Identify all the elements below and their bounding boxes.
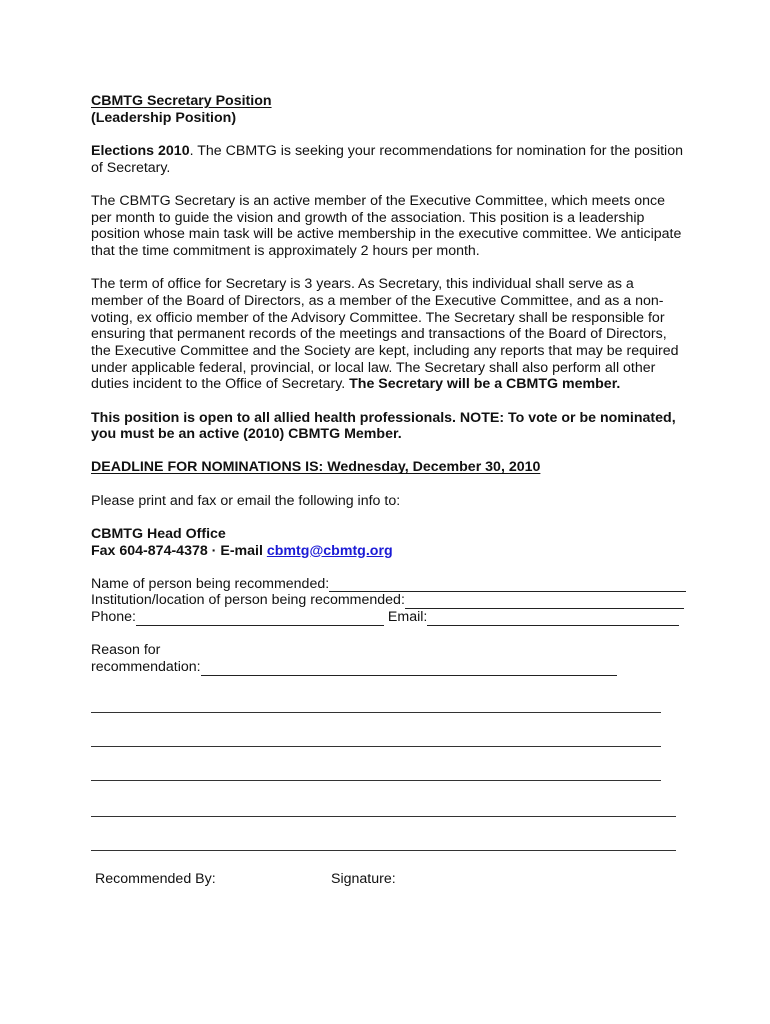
term-text: The term of office for Secretary is 3 years. As Secretary, this individual shall serve as a member of the Board of Directors, as a member of the Executive Committee, and as a non-voting, ex officio member of the Advisory Committee. The Secretary shall be responsible for ensuring that permanent records of the meetings and transactions of the Board of Directors, the Executive Committee and the Society are kept, including any reports that may be required under applicable federal, provincial, or local law. The Secretary shall also perform all other duties incident to the Office of Secretary. bbox=[91, 276, 679, 393]
instructions-text: Please print and fax or email the following info to: bbox=[91, 492, 401, 509]
description-paragraph: The CBMTG Secretary is an active member of the Executive Committee, which meets once per month to guide the vision and growth of the association. This position is a leadership position whose main task will be active membership in the executive committee. We anticipate that the time commitment is approximately 2 hours per month. bbox=[91, 192, 682, 259]
contact-office: CBMTG Head Office bbox=[91, 525, 226, 542]
institution-field-row bbox=[91, 592, 686, 609]
phone-field-label: Phone: bbox=[91, 609, 136, 626]
recommended-by-label: Recommended By: bbox=[95, 871, 216, 887]
intro-text: . The CBMTG is seeking your recommendations for nomination for the position of Secretary. bbox=[91, 142, 683, 176]
reason-field-label: recommendation: bbox=[91, 659, 201, 676]
signature-label: Signature: bbox=[331, 871, 396, 887]
email-field-blank[interactable] bbox=[427, 612, 679, 626]
reason-line-4[interactable] bbox=[91, 816, 676, 817]
intro-paragraph bbox=[91, 143, 686, 176]
email-link[interactable]: cbmtg@cbmtg.org bbox=[266, 542, 393, 559]
intro-bold: Elections 2010 bbox=[91, 142, 190, 159]
reason-field-row bbox=[91, 659, 686, 676]
page-subtitle: (Leadership Position) bbox=[91, 109, 237, 126]
name-field-label: Name of person being recommended: bbox=[91, 575, 330, 592]
page-title: CBMTG Secretary Position bbox=[91, 93, 272, 109]
form-fields bbox=[91, 576, 686, 676]
reason-line-5[interactable] bbox=[91, 850, 676, 851]
phone-field-blank[interactable] bbox=[136, 612, 384, 626]
fax-line: Fax 604-874-4378 · E-mail bbox=[91, 542, 267, 559]
name-field-row bbox=[91, 576, 686, 593]
term-paragraph bbox=[91, 276, 686, 393]
eligibility-paragraph: This position is open to all allied health professionals. NOTE: To vote or be nominated, you must be an active (2010) CBMTG Member. bbox=[91, 409, 676, 443]
reason-field-blank[interactable] bbox=[201, 662, 617, 676]
phone-email-field-row bbox=[91, 609, 686, 626]
deadline-heading: DEADLINE FOR NOMINATIONS IS: Wednesday, December 30, 2010 bbox=[91, 459, 541, 476]
reason-line-1[interactable] bbox=[91, 712, 661, 713]
reason-label-line1: Reason for bbox=[91, 642, 161, 659]
nomination-form bbox=[91, 93, 686, 676]
contact-line bbox=[91, 543, 686, 560]
institution-field-label: Institution/location of person being recommended: bbox=[91, 592, 405, 609]
reason-line-2[interactable] bbox=[91, 746, 661, 747]
name-field-blank[interactable] bbox=[329, 578, 686, 592]
term-bold: The Secretary will be a CBMTG member. bbox=[349, 376, 621, 393]
institution-field-blank[interactable] bbox=[405, 595, 684, 609]
email-field-label: Email: bbox=[383, 609, 428, 626]
reason-line-3[interactable] bbox=[91, 780, 661, 781]
